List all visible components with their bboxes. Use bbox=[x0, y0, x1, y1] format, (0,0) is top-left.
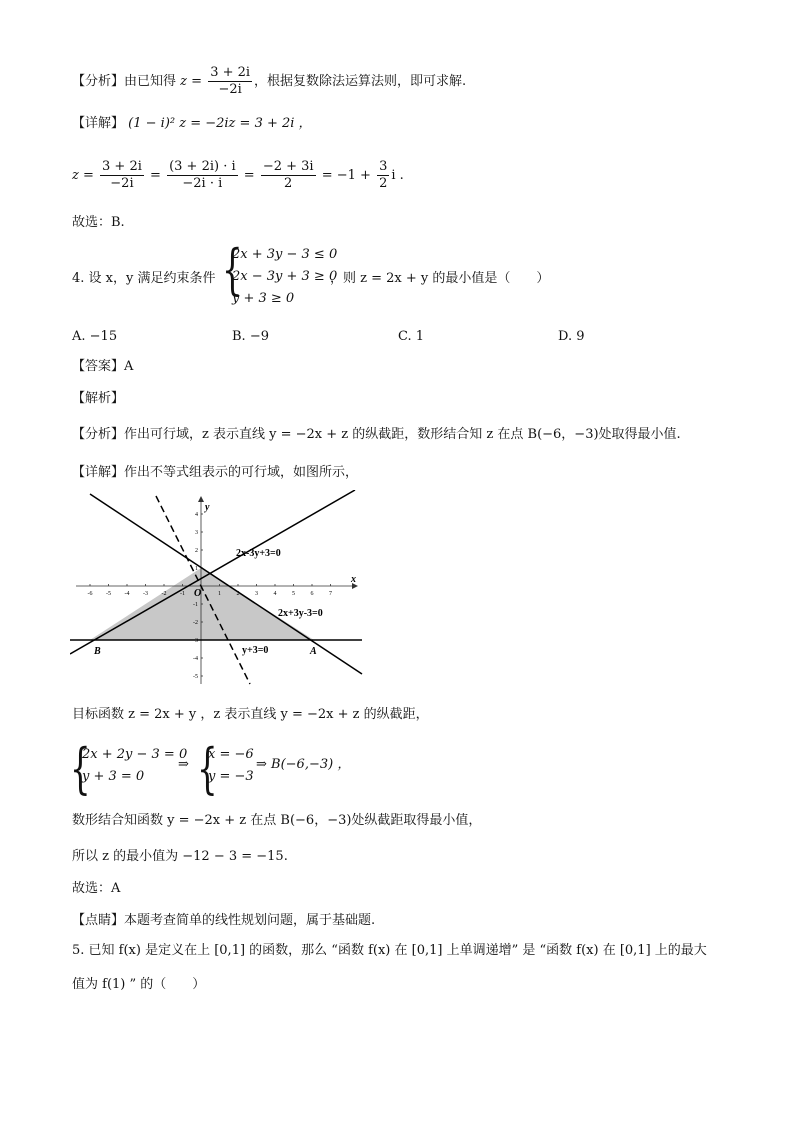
fraction-denominator: −2i bbox=[110, 176, 134, 191]
x-tick-label: 2 bbox=[236, 591, 240, 597]
system-eq-2: y + 3 = 0 bbox=[82, 769, 145, 784]
constraint-system bbox=[232, 244, 337, 310]
answer-value: A bbox=[124, 359, 134, 374]
target-function-line: 目标函数 z = 2x + y ，z 表示直线 y = −2x + z 的纵截距， bbox=[72, 707, 429, 722]
point-b-label: B bbox=[94, 646, 101, 657]
label-line-2: 2x+3y-3=0 bbox=[278, 608, 323, 619]
choose-b: 故选：B. bbox=[72, 215, 125, 230]
system-arrow-1: ⇒ bbox=[178, 757, 189, 772]
fraction-numerator: (3 + 2i) · i bbox=[169, 159, 236, 174]
option-a: A. −15 bbox=[72, 329, 118, 344]
x-tick-label: 6 bbox=[310, 591, 314, 597]
analysis-bracket: 【分析】 bbox=[72, 427, 125, 442]
calc-fraction-1 bbox=[100, 159, 144, 192]
constraint-1: 2x + 3y − 3 ≤ 0 bbox=[232, 247, 338, 262]
constraint-2: 2x − 3y + 3 ≥ 0 bbox=[232, 269, 338, 284]
detail-bracket: 【详解】 bbox=[72, 116, 125, 131]
fraction-denominator: 2 bbox=[379, 176, 388, 191]
y-tick-label: 3 bbox=[195, 530, 198, 536]
system-arrow-2: ⇒ B(−6,−3) ， bbox=[256, 757, 351, 772]
calc-lhs: z = bbox=[72, 168, 94, 183]
system-result-1: x = −6 bbox=[208, 747, 254, 762]
y-tick-label: 1 bbox=[195, 566, 198, 572]
x-tick-label: 1 bbox=[218, 591, 221, 597]
system-right bbox=[208, 744, 254, 788]
calc-eq-3: = −1 + bbox=[321, 168, 371, 183]
fraction-numerator: 3 + 2i bbox=[210, 65, 251, 80]
y-tick-label: 4 bbox=[195, 512, 198, 518]
point-a-label: A bbox=[310, 646, 317, 657]
line-2x-plus-3y-minus-3 bbox=[87, 494, 362, 674]
constraint-3: y + 3 ≥ 0 bbox=[232, 291, 295, 306]
y-tick-label: -4 bbox=[193, 656, 198, 662]
x-tick-label: 3 bbox=[255, 591, 258, 597]
system-eq-1: 2x + 2y − 3 = 0 bbox=[82, 747, 188, 762]
question-5-line-2: 值为 f(1) ” 的（ ） bbox=[72, 977, 206, 992]
y-tick-label: -1 bbox=[193, 602, 198, 608]
system-left bbox=[82, 744, 187, 788]
label-line-1: 2x-3y+3=0 bbox=[236, 548, 281, 559]
analysis-fraction bbox=[208, 65, 252, 98]
choose-a: 故选：A bbox=[72, 881, 121, 896]
analysis-line-2 bbox=[72, 426, 681, 444]
calc-fraction-3 bbox=[261, 159, 316, 192]
option-b: B. −9 bbox=[232, 329, 269, 344]
calc-eq-1: = bbox=[150, 168, 161, 183]
analysis-bracket: 【分析】 bbox=[72, 74, 125, 89]
label-line-3: y+3=0 bbox=[242, 645, 269, 656]
constraint-brace: { bbox=[222, 238, 243, 301]
calc-eq-2: = bbox=[243, 168, 255, 183]
feasible-region-graph bbox=[70, 490, 370, 686]
system-result-2: y = −3 bbox=[208, 769, 254, 784]
jiexi-heading: 【解析】 bbox=[72, 391, 125, 406]
y-tick-label: 2 bbox=[195, 548, 198, 554]
x-tick-label: -2 bbox=[161, 591, 167, 597]
x-axis-label: x bbox=[351, 574, 356, 585]
system-brace-2: { bbox=[197, 737, 218, 800]
y-axis-label: y bbox=[205, 502, 210, 513]
y-tick-label: -2 bbox=[193, 620, 198, 626]
calc-tail: i . bbox=[391, 168, 404, 183]
y-tick-label: -3 bbox=[193, 638, 198, 644]
question-5-line-1: 5. 已知 f(x) 是定义在上 [0,1] 的函数，那么 “函数 f(x) 在 [0,1] 上单调递增” 是 “函数 f(x) 在 [0,1] 上的最大 bbox=[72, 943, 707, 958]
fraction-denominator: 2 bbox=[284, 176, 293, 191]
conclusion-line-1: 数形结合知函数 y = −2x + z 在点 B(−6，−3)处纵截距取得最小值， bbox=[72, 813, 482, 828]
x-tick-label: -1 bbox=[180, 591, 185, 597]
option-c: C. 1 bbox=[398, 329, 425, 344]
fraction-numerator: −2 + 3i bbox=[262, 159, 314, 174]
question-4-suffix: ，则 z = 2x + y 的最小值是（ ） bbox=[330, 271, 550, 286]
comment-text: 本题考查简单的线性规划问题，属于基础题. bbox=[124, 913, 376, 928]
analysis-line-1 bbox=[72, 62, 466, 102]
answer-line bbox=[72, 358, 133, 376]
analysis-pre: 由已知得 bbox=[124, 74, 177, 89]
detail-text: 作出不等式组表示的可行域，如图所示， bbox=[124, 465, 359, 480]
calc-fraction-4 bbox=[377, 159, 389, 192]
option-d: D. 9 bbox=[558, 329, 585, 344]
x-tick-label: -4 bbox=[124, 591, 130, 597]
x-tick-label: 7 bbox=[329, 591, 332, 597]
x-tick-label: 5 bbox=[292, 591, 295, 597]
detail-bracket: 【详解】 bbox=[72, 465, 125, 480]
system-brace-1: { bbox=[70, 737, 91, 800]
answer-bracket: 【答案】 bbox=[72, 359, 125, 374]
detail-line-1 bbox=[72, 115, 312, 133]
analysis-post: ，根据复数除法运算法则，即可求解. bbox=[254, 74, 467, 89]
fraction-numerator: 3 + 2i bbox=[102, 159, 142, 174]
x-tick-label: -6 bbox=[87, 591, 93, 597]
fraction-numerator: 3 bbox=[379, 159, 388, 174]
comment-line bbox=[72, 912, 375, 930]
fraction-denominator: −2i · i bbox=[182, 176, 223, 191]
x-tick-label: -3 bbox=[143, 591, 148, 597]
calc-line bbox=[72, 156, 404, 196]
origin-label: O bbox=[194, 588, 202, 599]
comment-bracket: 【点睛】 bbox=[72, 913, 125, 928]
detail-line-2 bbox=[72, 464, 358, 482]
question-4-prefix: 4. 设 x，y 满足约束条件 bbox=[72, 271, 216, 286]
calc-fraction-2 bbox=[167, 159, 238, 192]
conclusion-line-2: 所以 z 的最小值为 −12 − 3 = −15. bbox=[72, 849, 288, 864]
y-axis-arrow bbox=[198, 496, 204, 502]
analysis-text: 作出可行域，z 表示直线 y = −2x + z 的纵截距，数形结合知 z 在点 B(−6，−3)处取得最小值. bbox=[124, 427, 681, 442]
y-tick-label: -5 bbox=[193, 674, 198, 680]
detail-expr: (1 − i)² z = −2iz = 3 + 2i ， bbox=[128, 116, 312, 131]
x-tick-label: 4 bbox=[273, 591, 277, 597]
fraction-denominator: −2i bbox=[218, 82, 242, 97]
x-tick-label: -5 bbox=[106, 591, 111, 597]
analysis-eq-lhs: z = bbox=[180, 74, 203, 89]
